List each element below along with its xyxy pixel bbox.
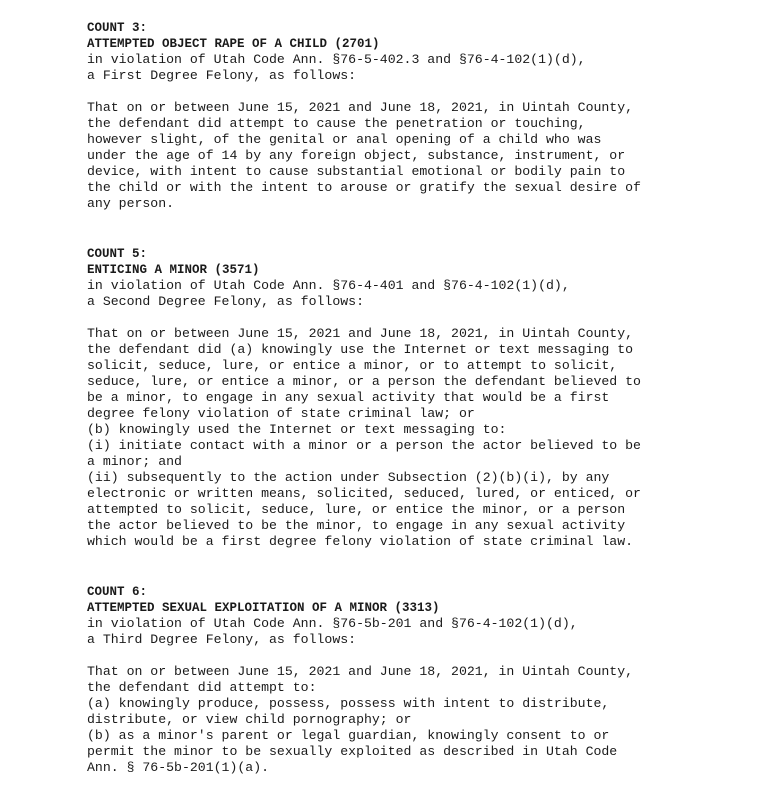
violation-line: in violation of Utah Code Ann. §76-5-402.3 and §76-4-102(1)(d), bbox=[87, 52, 586, 67]
body-line: That on or between June 15, 2021 and June 18, 2021, in Uintah County, bbox=[87, 664, 634, 679]
count-section bbox=[87, 584, 633, 776]
count-title: ATTEMPTED OBJECT RAPE OF A CHILD (2701) bbox=[87, 37, 380, 51]
count-label: COUNT 3: bbox=[87, 21, 148, 35]
violation-line: a Second Degree Felony, as follows: bbox=[87, 294, 364, 309]
body-line: the defendant did attempt to: bbox=[87, 680, 317, 695]
body-line: (b) as a minor's parent or legal guardian, knowingly consent to or bbox=[87, 728, 610, 743]
body-line: however slight, of the genital or anal opening of a child who was bbox=[87, 132, 602, 147]
body-line: be a minor, to engage in any sexual activity that would be a first bbox=[87, 390, 610, 405]
count-section bbox=[87, 246, 641, 550]
count-section bbox=[87, 20, 641, 212]
violation-line: in violation of Utah Code Ann. §76-4-401 and §76-4-102(1)(d), bbox=[87, 278, 570, 293]
body-line: (ii) subsequently to the action under Subsection (2)(b)(i), by any bbox=[87, 470, 610, 485]
body-line: which would be a first degree felony violation of state criminal law. bbox=[87, 534, 634, 549]
body-line: seduce, lure, or entice a minor, or a person the defendant believed to bbox=[87, 374, 641, 389]
body-line: the child or with the intent to arouse or gratify the sexual desire of bbox=[87, 180, 641, 195]
body-line: (i) initiate contact with a minor or a person the actor believed to be bbox=[87, 438, 641, 453]
body-line: Ann. § 76-5b-201(1)(a). bbox=[87, 760, 270, 775]
body-line: distribute, or view child pornography; or bbox=[87, 712, 412, 727]
body-line: the defendant did attempt to cause the penetration or touching, bbox=[87, 116, 586, 131]
body-line: That on or between June 15, 2021 and June 18, 2021, in Uintah County, bbox=[87, 326, 634, 341]
body-line: (a) knowingly produce, possess, possess with intent to distribute, bbox=[87, 696, 610, 711]
body-line: permit the minor to be sexually exploited as described in Utah Code bbox=[87, 744, 618, 759]
violation-line: a Third Degree Felony, as follows: bbox=[87, 632, 357, 647]
body-line: (b) knowingly used the Internet or text messaging to: bbox=[87, 422, 507, 437]
body-line: That on or between June 15, 2021 and June 18, 2021, in Uintah County, bbox=[87, 100, 634, 115]
violation-line: a First Degree Felony, as follows: bbox=[87, 68, 357, 83]
count-label: COUNT 6: bbox=[87, 585, 148, 599]
count-title: ENTICING A MINOR (3571) bbox=[87, 263, 260, 277]
count-label: COUNT 5: bbox=[87, 247, 148, 261]
body-line: the defendant did (a) knowingly use the Internet or text messaging to bbox=[87, 342, 634, 357]
body-line: the actor believed to be the minor, to engage in any sexual activity bbox=[87, 518, 626, 533]
body-line: a minor; and bbox=[87, 454, 182, 469]
body-line: device, with intent to cause substantial emotional or bodily pain to bbox=[87, 164, 626, 179]
body-line: electronic or written means, solicited, seduced, lured, or enticed, or bbox=[87, 486, 641, 501]
body-line: degree felony violation of state criminal law; or bbox=[87, 406, 475, 421]
body-line: any person. bbox=[87, 196, 175, 211]
body-line: solicit, seduce, lure, or entice a minor, or to attempt to solicit, bbox=[87, 358, 618, 373]
body-line: under the age of 14 by any foreign object, substance, instrument, or bbox=[87, 148, 626, 163]
count-title: ATTEMPTED SEXUAL EXPLOITATION OF A MINOR (3313) bbox=[87, 601, 440, 615]
violation-line: in violation of Utah Code Ann. §76-5b-201 and §76-4-102(1)(d), bbox=[87, 616, 578, 631]
body-line: attempted to solicit, seduce, lure, or entice the minor, or a person bbox=[87, 502, 626, 517]
